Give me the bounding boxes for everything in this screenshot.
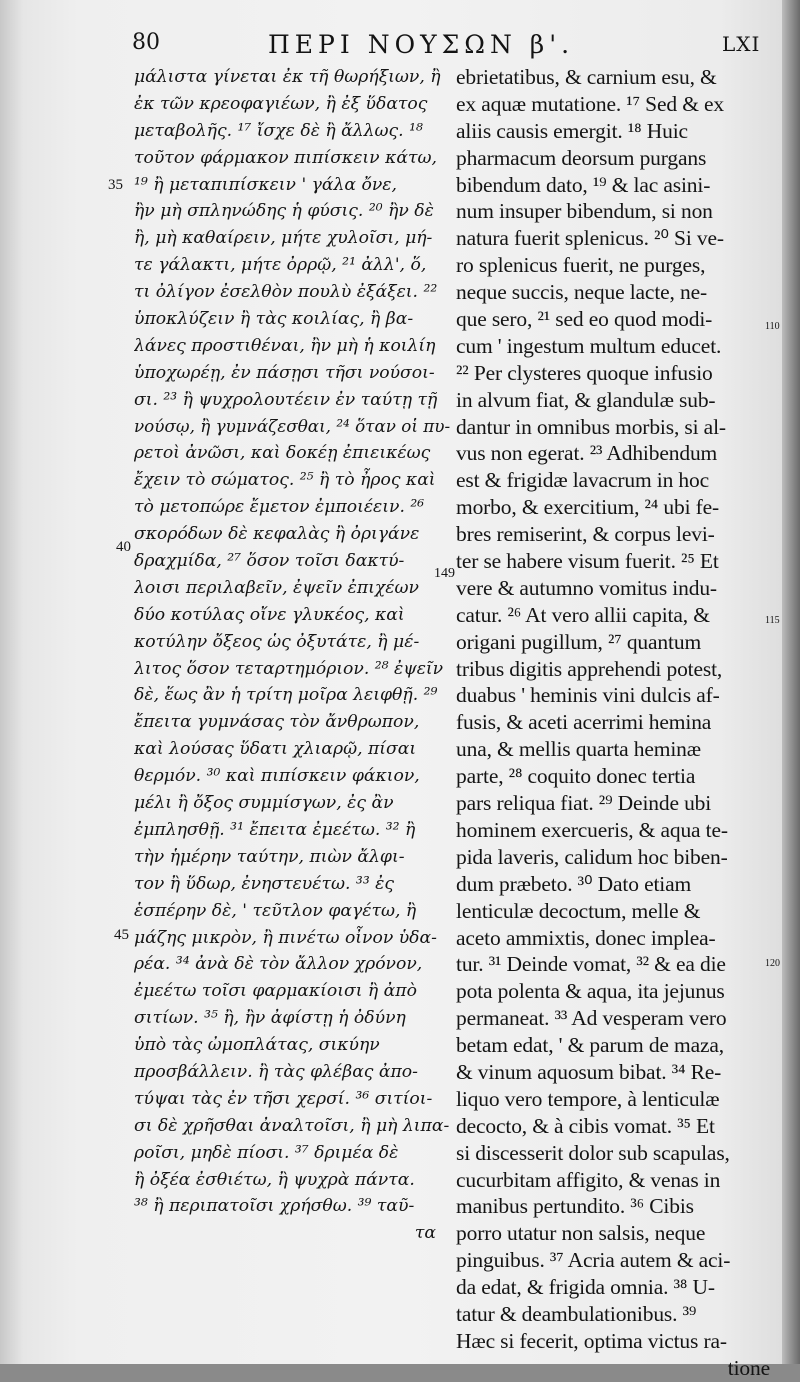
latin-text-line: tribus digitis apprehendi potest, bbox=[456, 656, 723, 681]
latin-text-line: pharmacum deorsum purgans bbox=[456, 145, 707, 170]
latin-text-line: neque succis, neque lacte, ne- bbox=[456, 280, 707, 305]
greek-text-line: σκορόδων δὲ κεφαλὰς ἢ ὀριγάνε bbox=[134, 524, 420, 545]
greek-text-line: ἐκ τῶν κρεοφαγιέων, ἢ ἐξ ὕδατος bbox=[134, 93, 428, 114]
latin-text-line: catur. ²⁶ At vero allii capita, & bbox=[456, 602, 710, 627]
greek-text-line: σι δὲ χρῆσθαι ἀναλτοῖσι, ἢ μὴ λιπα- bbox=[134, 1115, 450, 1136]
latin-text-line: tatur & deambulationibus. ³⁹ bbox=[456, 1301, 697, 1326]
greek-text-line: ἔχειν τὸ σώματος. ²⁵ ἢ τὸ ἦρος καὶ bbox=[134, 470, 436, 491]
latin-text-line: cum ' ingestum multum educet. bbox=[456, 333, 722, 358]
margin-number-110: 110 bbox=[765, 321, 780, 332]
latin-text-line: betam edat, ' & parum de maza, bbox=[456, 1033, 725, 1058]
latin-text-line: pota polenta & aqua, ita jejunus bbox=[456, 979, 725, 1004]
greek-text-line: ἢν μὴ σπληνώδης ἡ φύσις. ²⁰ ἢν δὲ bbox=[134, 201, 434, 222]
margin-line-number-40: 40 bbox=[116, 539, 131, 555]
greek-text-line: ὑποχωρέῃ, ἐν πάσῃσι τῆσι νούσοι- bbox=[134, 362, 435, 383]
latin-text-line: da edat, & frigida omnia. ³⁸ U- bbox=[456, 1275, 715, 1300]
greek-text-line: ἐμπλησθῇ. ³¹ ἔπειτα ἐμεέτω. ³² ἢ bbox=[134, 819, 416, 840]
latin-text-line: ro splenicus fuerit, ne purges, bbox=[456, 253, 706, 278]
greek-text-line: ροῖσι, μηδὲ πίοσι. ³⁷ δριμέα δὲ bbox=[134, 1142, 399, 1163]
latin-text-line: vus non egerat. ²³ Adhibendum bbox=[456, 441, 718, 466]
greek-text-line: ἐμεέτω τοῖσι φαρμακίοισι ἢ ἀπὸ bbox=[134, 981, 417, 1002]
latin-text-line: lenticulæ decoctum, melle & bbox=[456, 898, 701, 923]
latin-text-line: bibendum dato, ¹⁹ & lac asini- bbox=[456, 172, 711, 197]
latin-text-line: que sero, ²¹ sed eo quod modi- bbox=[456, 307, 713, 332]
latin-text-line: aliis causis emergit. ¹⁸ Huic bbox=[456, 118, 688, 143]
latin-text-line: & vinum aquosum bibat. ³⁴ Re- bbox=[456, 1059, 722, 1084]
greek-text-line: σιτίων. ³⁵ ἢ, ἢν ἀφίστῃ ἡ ὀδύνη bbox=[134, 1008, 406, 1029]
latin-text-line: ex aquæ mutatione. ¹⁷ Sed & ex bbox=[456, 91, 724, 116]
latin-text-line: bres remiserint, & corpus levi- bbox=[456, 522, 715, 547]
latin-text-line: ter se habere visum fuerit. ²⁵ Et bbox=[456, 549, 719, 574]
latin-text-line: duabus ' heminis vini dulcis af- bbox=[456, 683, 720, 708]
greek-text-line: τι ὀλίγον ἐσελθὸν πουλὺ ἐξάξει. ²² bbox=[134, 282, 438, 303]
greek-text-line: ἢ ὀξέα ἐσθιέτω, ἢ ψυχρὰ πάντα. bbox=[134, 1169, 415, 1190]
latin-text-line: cucurbitam affigito, & venas in bbox=[456, 1167, 721, 1192]
greek-text-line: μεταβολῆς. ¹⁷ ἴσχε δὲ ἢ ἄλλως. ¹⁸ bbox=[134, 120, 423, 141]
folio-number: LXI bbox=[722, 32, 761, 56]
latin-text-line: parte, ²⁸ coquito donec tertia bbox=[456, 764, 696, 789]
greek-text-line: προσβάλλειν. ἢ τὰς φλέβας ἀπο- bbox=[134, 1061, 418, 1082]
latin-text-line: pars reliqua fiat. ²⁹ Deinde ubi bbox=[456, 791, 712, 816]
latin-text-line: ²² Per clysteres quoque infusio bbox=[456, 360, 713, 385]
latin-text-line: permaneat. ³³ Ad vesperam vero bbox=[456, 1006, 727, 1031]
greek-text-line: τὴν ἡμέρην ταύτην, πιὼν ἄλφι- bbox=[134, 846, 405, 867]
greek-text-line: ρετοὶ ἀνῶσι, καὶ δοκέῃ ἐπιεικέως bbox=[134, 443, 431, 464]
greek-text-line: ὑπὸ τὰς ὠμοπλάτας, σικύην bbox=[134, 1035, 380, 1056]
latin-text-line: liquo vero tempore, à lenticulæ bbox=[456, 1086, 720, 1111]
greek-text-line: λιτος ὅσον τεταρτημόριον. ²⁸ ἐψεῖν bbox=[134, 658, 444, 679]
greek-text-line: ὑποκλύζειν ἢ τὰς κοιλίας, ἢ βα- bbox=[134, 309, 414, 330]
greek-text-line: σι. ²³ ἢ ψυχρολουτέειν ἐν ταύτῃ τῇ bbox=[134, 389, 438, 410]
greek-text-line: τον ἢ ὕδωρ, ἐνηστευέτω. ³³ ἐς bbox=[134, 873, 395, 894]
latin-text-line: origani pugillum, ²⁷ quantum bbox=[456, 629, 702, 654]
latin-text-line: morbo, & exercitium, ²⁴ ubi fe- bbox=[456, 495, 720, 520]
greek-text-line: θερμόν. ³⁰ καὶ πιπίσκειν φάκιον, bbox=[134, 766, 420, 787]
latin-text-line: ebrietatibus, & carnium esu, & bbox=[456, 65, 717, 89]
latin-text-line: vere & autumno vomitus indu- bbox=[456, 575, 717, 600]
latin-text-line: porro utatur non salsis, neque bbox=[456, 1221, 706, 1246]
latin-text-line: num insuper bibendum, si non bbox=[456, 199, 713, 224]
greek-text-line: ἢ, μὴ καθαίρειν, μήτε χυλοῖσι, μή- bbox=[134, 228, 433, 249]
greek-text-line: μάζης μικρὸν, ἢ πινέτω οἶνον ὑδα- bbox=[134, 927, 437, 948]
greek-text-line: νούσῳ, ἢ γυμνάζεσθαι, ²⁴ ὅταν οἱ πυ- bbox=[134, 416, 451, 437]
greek-text-line: μάλιστα γίνεται ἐκ τῆ θωρήξιων, ἢ bbox=[134, 67, 441, 87]
greek-text-line: ἔπειτα γυμνάσας τὸν ἄνθρωπον, bbox=[134, 712, 420, 733]
latin-text-line: decocto, & à cibis vomat. ³⁵ Et bbox=[456, 1113, 715, 1138]
margin-line-number-45: 45 bbox=[114, 927, 129, 943]
greek-text-line: καὶ λούσας ὕδατι χλιαρῷ, πίσαι bbox=[134, 739, 417, 760]
running-title: ΠΕΡΙ ΝΟΥΣΩΝ β'. bbox=[268, 30, 575, 59]
margin-number-115: 115 bbox=[765, 615, 780, 626]
latin-text-line: fusis, & aceti acerrimi hemina bbox=[456, 710, 712, 735]
greek-text-line: λοισι περιλαβεῖν, ἐψεῖν ἐπιχέων bbox=[134, 577, 419, 598]
greek-text-line: τα bbox=[414, 1223, 436, 1244]
latin-text-line: una, & mellis quarta heminæ bbox=[456, 737, 701, 762]
latin-text-line: in alvum fiat, & glandulæ sub- bbox=[456, 387, 716, 412]
greek-text-line: δραχμίδα, ²⁷ ὅσον τοῖσι δακτύ- bbox=[134, 551, 405, 572]
page-edge bbox=[782, 0, 800, 1364]
greek-text-line: λάνες προστιθέναι, ἢν μὴ ἡ κοιλίη bbox=[134, 335, 436, 356]
greek-text-line: δὲ, ἕως ἂν ἡ τρίτη μοῖρα λειφθῇ. ²⁹ bbox=[134, 685, 438, 706]
margin-number-120: 120 bbox=[765, 958, 780, 969]
greek-text-line: ³⁸ ἢ περιπατοῖσι χρήσθω. ³⁹ ταῦ- bbox=[134, 1196, 415, 1217]
latin-text-line: natura fuerit splenicus. ²⁰ Si ve- bbox=[456, 226, 724, 251]
greek-text-line: ρέα. ³⁴ ἀνὰ δὲ τὸν ἄλλον χρόνον, bbox=[134, 954, 423, 975]
latin-text-line: si discesserit dolor sub scapulas, bbox=[456, 1140, 730, 1165]
latin-text-line: dum præbeto. ³⁰ Dato etiam bbox=[456, 871, 692, 896]
greek-text-line: μέλι ἢ ὄξος συμμίσγων, ἐς ἂν bbox=[134, 793, 394, 814]
page-number: 80 bbox=[132, 30, 160, 55]
greek-text-line: τύψαι τὰς ἐν τῆσι χερσί. ³⁶ σιτίοι- bbox=[134, 1088, 433, 1109]
greek-text-line: τὸ μετοπώρε ἔμετον ἐμποιέειν. ²⁶ bbox=[134, 497, 425, 518]
greek-text-line: κοτύλην ὄξεος ὡς ὀξυτάτε, ἢ μέ- bbox=[134, 631, 420, 652]
margin-number-149: 149 bbox=[434, 566, 455, 581]
greek-text-line: ¹⁹ ἢ μεταπιπίσκειν ' γάλα ὄνε, bbox=[134, 174, 397, 195]
latin-text-line: aceto ammixtis, donec implea- bbox=[456, 925, 716, 950]
greek-text-line: δύο κοτύλας οἴνε γλυκέος, καὶ bbox=[134, 604, 405, 625]
latin-text-line: pinguibus. ³⁷ Acria autem & aci- bbox=[456, 1248, 731, 1273]
latin-column bbox=[456, 64, 770, 1382]
latin-text-line: est & frigidæ lavacrum in hoc bbox=[456, 468, 709, 493]
latin-text-line: pida laveris, calidum hoc biben- bbox=[456, 844, 728, 869]
greek-text-line: ἑσπέρην δὲ, ' τεῦτλον φαγέτω, ἢ bbox=[134, 900, 417, 921]
latin-text-line: hominem exercueris, & aqua te- bbox=[456, 817, 728, 842]
latin-text-line: manibus pertundito. ³⁶ Cibis bbox=[456, 1194, 694, 1219]
latin-text-line: tur. ³¹ Deinde vomat, ³² & ea die bbox=[456, 952, 726, 977]
latin-text-line: tione bbox=[727, 1355, 770, 1380]
greek-text-line: τοῦτον φάρμακον πιπίσκειν κάτω, bbox=[134, 147, 437, 168]
latin-text-line: dantur in omnibus morbis, si al- bbox=[456, 414, 726, 439]
greek-column bbox=[134, 64, 450, 1247]
page-header bbox=[0, 30, 782, 64]
latin-text-line: Hæc si fecerit, optima victus ra- bbox=[456, 1328, 727, 1353]
greek-text-line: τε γάλακτι, μήτε ὀρρῷ, ²¹ ἀλλ', ὅ, bbox=[134, 255, 427, 276]
margin-line-number-35: 35 bbox=[108, 177, 123, 193]
